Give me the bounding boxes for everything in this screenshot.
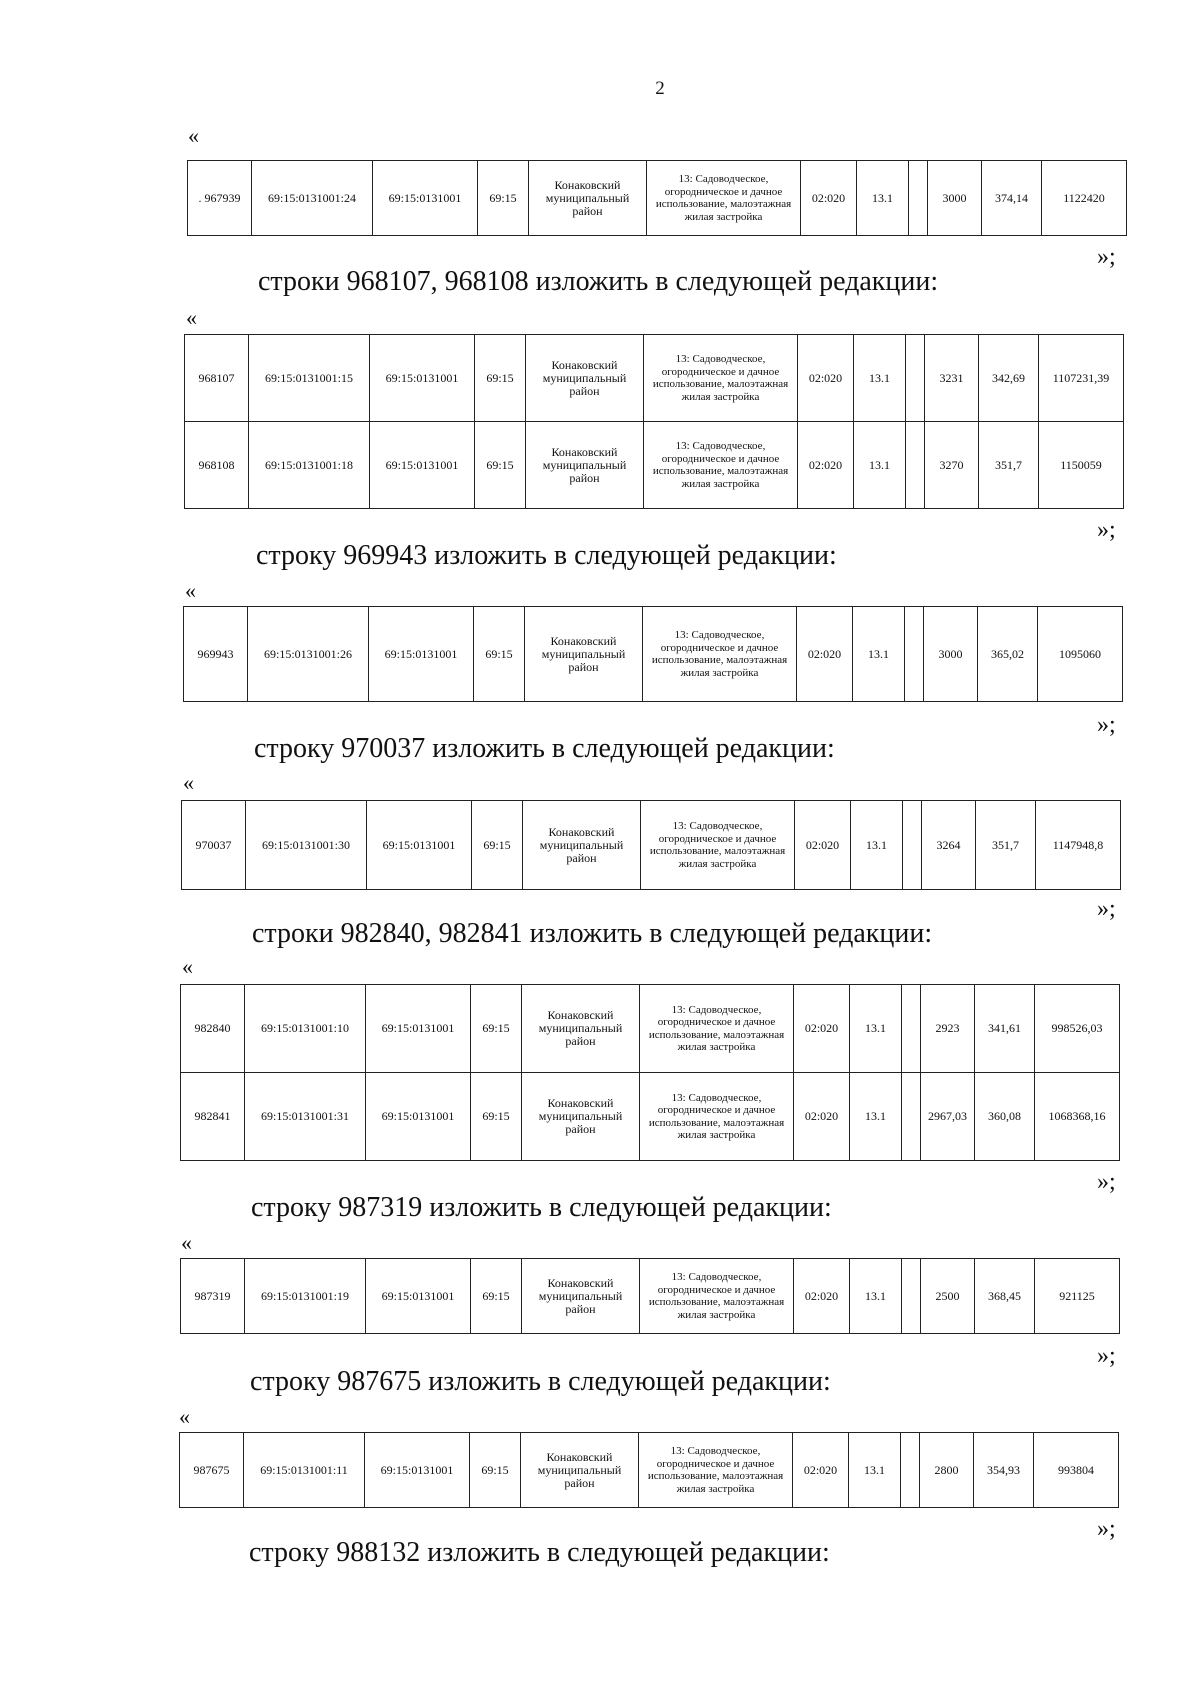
land-use-cell: 13: Садоводческое, огородническое и дачное использование, малоэтажная жилая застройка: [643, 607, 797, 702]
land-use-code-cell: 02:020: [798, 335, 854, 422]
district-name-cell: Конаковский муниципальный район: [521, 1433, 639, 1508]
group-cell: 13.1: [850, 985, 902, 1073]
group-cell: 13.1: [850, 1259, 902, 1334]
cadastral-value-cell: 1095060: [1038, 607, 1123, 702]
land-use-code-cell: 02:020: [794, 1073, 850, 1161]
district-code-cell: 69:15: [472, 801, 523, 890]
closing-quote: »;: [1097, 244, 1116, 270]
cadastral-quarter-cell: 69:15:0131001: [366, 1259, 471, 1334]
amendment-instruction: строку 970037 изложить в следующей редакции:: [254, 733, 835, 764]
cadastral-number-cell: 69:15:0131001:10: [245, 985, 366, 1073]
area-cell: 3270: [925, 422, 979, 509]
cadastral-number-cell: 69:15:0131001:24: [252, 161, 373, 236]
cadastral-number-cell: 69:15:0131001:26: [248, 607, 369, 702]
table-row: [184, 607, 1123, 702]
cadastral-quarter-cell: 69:15:0131001: [366, 1073, 471, 1161]
land-registry-table: [181, 800, 1121, 890]
land-registry-table: [180, 984, 1120, 1161]
area-cell: 2800: [920, 1433, 974, 1508]
cadastral-number-cell: 69:15:0131001:18: [249, 422, 370, 509]
area-cell: 3231: [925, 335, 979, 422]
district-name-cell: Конаковский муниципальный район: [522, 985, 640, 1073]
area-cell: 2967,03: [921, 1073, 975, 1161]
area-cell: 3264: [922, 801, 976, 890]
cadastral-value-cell: 1068368,16: [1035, 1073, 1120, 1161]
cadastral-number-cell: 69:15:0131001:11: [244, 1433, 365, 1508]
page-number: 2: [655, 78, 665, 99]
amendment-instruction: строку 987675 изложить в следующей редакции:: [250, 1366, 831, 1397]
row-number-cell: 982841: [181, 1073, 245, 1161]
closing-quote: »;: [1097, 517, 1116, 543]
district-name-cell: Конаковский муниципальный район: [522, 1259, 640, 1334]
row-number-cell: . 967939: [188, 161, 252, 236]
rate-cell: 374,14: [982, 161, 1042, 236]
land-use-cell: 13: Садоводческое, огородническое и дачное использование, малоэтажная жилая застройка: [644, 335, 798, 422]
land-use-cell: 13: Садоводческое, огородническое и дачное использование, малоэтажная жилая застройка: [647, 161, 801, 236]
land-use-code-cell: 02:020: [794, 985, 850, 1073]
rate-cell: 365,02: [978, 607, 1038, 702]
land-registry-table: [183, 606, 1123, 702]
land-use-code-cell: 02:020: [797, 607, 853, 702]
cadastral-value-cell: 1122420: [1042, 161, 1127, 236]
cadastral-quarter-cell: 69:15:0131001: [369, 607, 474, 702]
cadastral-number-cell: 69:15:0131001:31: [245, 1073, 366, 1161]
area-cell: 2923: [921, 985, 975, 1073]
amendment-instruction: строку 987319 изложить в следующей редакции:: [251, 1192, 832, 1223]
group-cell: 13.1: [849, 1433, 901, 1508]
district-name-cell: Конаковский муниципальный район: [522, 1073, 640, 1161]
district-code-cell: 69:15: [471, 985, 522, 1073]
closing-quote: »;: [1097, 896, 1116, 922]
row-number-cell: 987675: [180, 1433, 244, 1508]
row-number-cell: 982840: [181, 985, 245, 1073]
amendment-instruction: строку 969943 изложить в следующей редакции:: [256, 540, 837, 571]
rate-cell: 354,93: [974, 1433, 1034, 1508]
table-row: [181, 985, 1120, 1073]
cadastral-number-cell: 69:15:0131001:19: [245, 1259, 366, 1334]
opening-quote: «: [183, 770, 194, 795]
rate-cell: 368,45: [975, 1259, 1035, 1334]
land-use-cell: 13: Садоводческое, огородническое и дачное использование, малоэтажная жилая застройка: [640, 1259, 794, 1334]
land-registry-table: [179, 1432, 1119, 1508]
empty-cell: [902, 985, 921, 1073]
district-code-cell: 69:15: [470, 1433, 521, 1508]
group-cell: 13.1: [854, 335, 906, 422]
table-row: [180, 1433, 1119, 1508]
cadastral-quarter-cell: 69:15:0131001: [367, 801, 472, 890]
closing-quote: »;: [1097, 712, 1116, 738]
opening-quote: «: [186, 305, 197, 330]
amendment-instruction: строки 968107, 968108 изложить в следующей редакции:: [258, 266, 939, 297]
group-cell: 13.1: [851, 801, 903, 890]
cadastral-number-cell: 69:15:0131001:15: [249, 335, 370, 422]
row-number-cell: 969943: [184, 607, 248, 702]
district-name-cell: Конаковский муниципальный район: [525, 607, 643, 702]
land-use-cell: 13: Садоводческое, огородническое и дачное использование, малоэтажная жилая застройка: [639, 1433, 793, 1508]
row-number-cell: 987319: [181, 1259, 245, 1334]
land-use-cell: 13: Садоводческое, огородническое и дачное использование, малоэтажная жилая застройка: [640, 1073, 794, 1161]
group-cell: 13.1: [853, 607, 905, 702]
cadastral-quarter-cell: 69:15:0131001: [370, 335, 475, 422]
district-name-cell: Конаковский муниципальный район: [529, 161, 647, 236]
cadastral-quarter-cell: 69:15:0131001: [365, 1433, 470, 1508]
empty-cell: [901, 1433, 920, 1508]
area-cell: 3000: [928, 161, 982, 236]
area-cell: 3000: [924, 607, 978, 702]
table-row: [185, 335, 1124, 422]
cadastral-value-cell: 998526,03: [1035, 985, 1120, 1073]
district-code-cell: 69:15: [475, 335, 526, 422]
closing-quote: »;: [1097, 1516, 1116, 1542]
amendment-instruction: строки 982840, 982841 изложить в следующей редакции:: [252, 918, 933, 949]
land-registry-table: [184, 334, 1124, 509]
table-row: [188, 161, 1127, 236]
group-cell: 13.1: [857, 161, 909, 236]
opening-quote: «: [185, 578, 196, 603]
land-use-code-cell: 02:020: [798, 422, 854, 509]
empty-cell: [906, 422, 925, 509]
land-use-cell: 13: Садоводческое, огородническое и дачное использование, малоэтажная жилая застройка: [644, 422, 798, 509]
empty-cell: [905, 607, 924, 702]
closing-quote: »;: [1097, 1343, 1116, 1369]
land-use-code-cell: 02:020: [801, 161, 857, 236]
land-registry-table: [180, 1258, 1120, 1334]
opening-quote: «: [182, 954, 193, 979]
land-registry-table: [187, 160, 1127, 236]
empty-cell: [906, 335, 925, 422]
cadastral-number-cell: 69:15:0131001:30: [246, 801, 367, 890]
rate-cell: 342,69: [979, 335, 1039, 422]
cadastral-value-cell: 1147948,8: [1036, 801, 1121, 890]
row-number-cell: 968107: [185, 335, 249, 422]
empty-cell: [903, 801, 922, 890]
amendment-instruction-final: строку 988132 изложить в следующей редакции:: [249, 1537, 830, 1568]
district-code-cell: 69:15: [471, 1073, 522, 1161]
cadastral-quarter-cell: 69:15:0131001: [373, 161, 478, 236]
district-name-cell: Конаковский муниципальный район: [526, 335, 644, 422]
opening-quote: «: [181, 1230, 192, 1255]
district-code-cell: 69:15: [471, 1259, 522, 1334]
group-cell: 13.1: [850, 1073, 902, 1161]
land-use-cell: 13: Садоводческое, огородническое и дачное использование, малоэтажная жилая застройка: [640, 985, 794, 1073]
table-row: [185, 422, 1124, 509]
land-use-code-cell: 02:020: [794, 1259, 850, 1334]
cadastral-quarter-cell: 69:15:0131001: [370, 422, 475, 509]
cadastral-value-cell: 1150059: [1039, 422, 1124, 509]
district-code-cell: 69:15: [478, 161, 529, 236]
table-row: [182, 801, 1121, 890]
district-name-cell: Конаковский муниципальный район: [526, 422, 644, 509]
rate-cell: 341,61: [975, 985, 1035, 1073]
table-row: [181, 1259, 1120, 1334]
empty-cell: [902, 1073, 921, 1161]
empty-cell: [902, 1259, 921, 1334]
rate-cell: 351,7: [979, 422, 1039, 509]
cadastral-value-cell: 921125: [1035, 1259, 1120, 1334]
land-use-cell: 13: Садоводческое, огородническое и дачное использование, малоэтажная жилая застройка: [641, 801, 795, 890]
rate-cell: 360,08: [975, 1073, 1035, 1161]
row-number-cell: 968108: [185, 422, 249, 509]
cadastral-value-cell: 1107231,39: [1039, 335, 1124, 422]
district-code-cell: 69:15: [474, 607, 525, 702]
district-code-cell: 69:15: [475, 422, 526, 509]
group-cell: 13.1: [854, 422, 906, 509]
rate-cell: 351,7: [976, 801, 1036, 890]
land-use-code-cell: 02:020: [793, 1433, 849, 1508]
opening-quote: «: [179, 1404, 190, 1429]
empty-cell: [909, 161, 928, 236]
cadastral-quarter-cell: 69:15:0131001: [366, 985, 471, 1073]
cadastral-value-cell: 993804: [1034, 1433, 1119, 1508]
table-row: [181, 1073, 1120, 1161]
land-use-code-cell: 02:020: [795, 801, 851, 890]
row-number-cell: 970037: [182, 801, 246, 890]
area-cell: 2500: [921, 1259, 975, 1334]
opening-quote: «: [188, 123, 199, 148]
closing-quote: »;: [1097, 1169, 1116, 1195]
district-name-cell: Конаковский муниципальный район: [523, 801, 641, 890]
